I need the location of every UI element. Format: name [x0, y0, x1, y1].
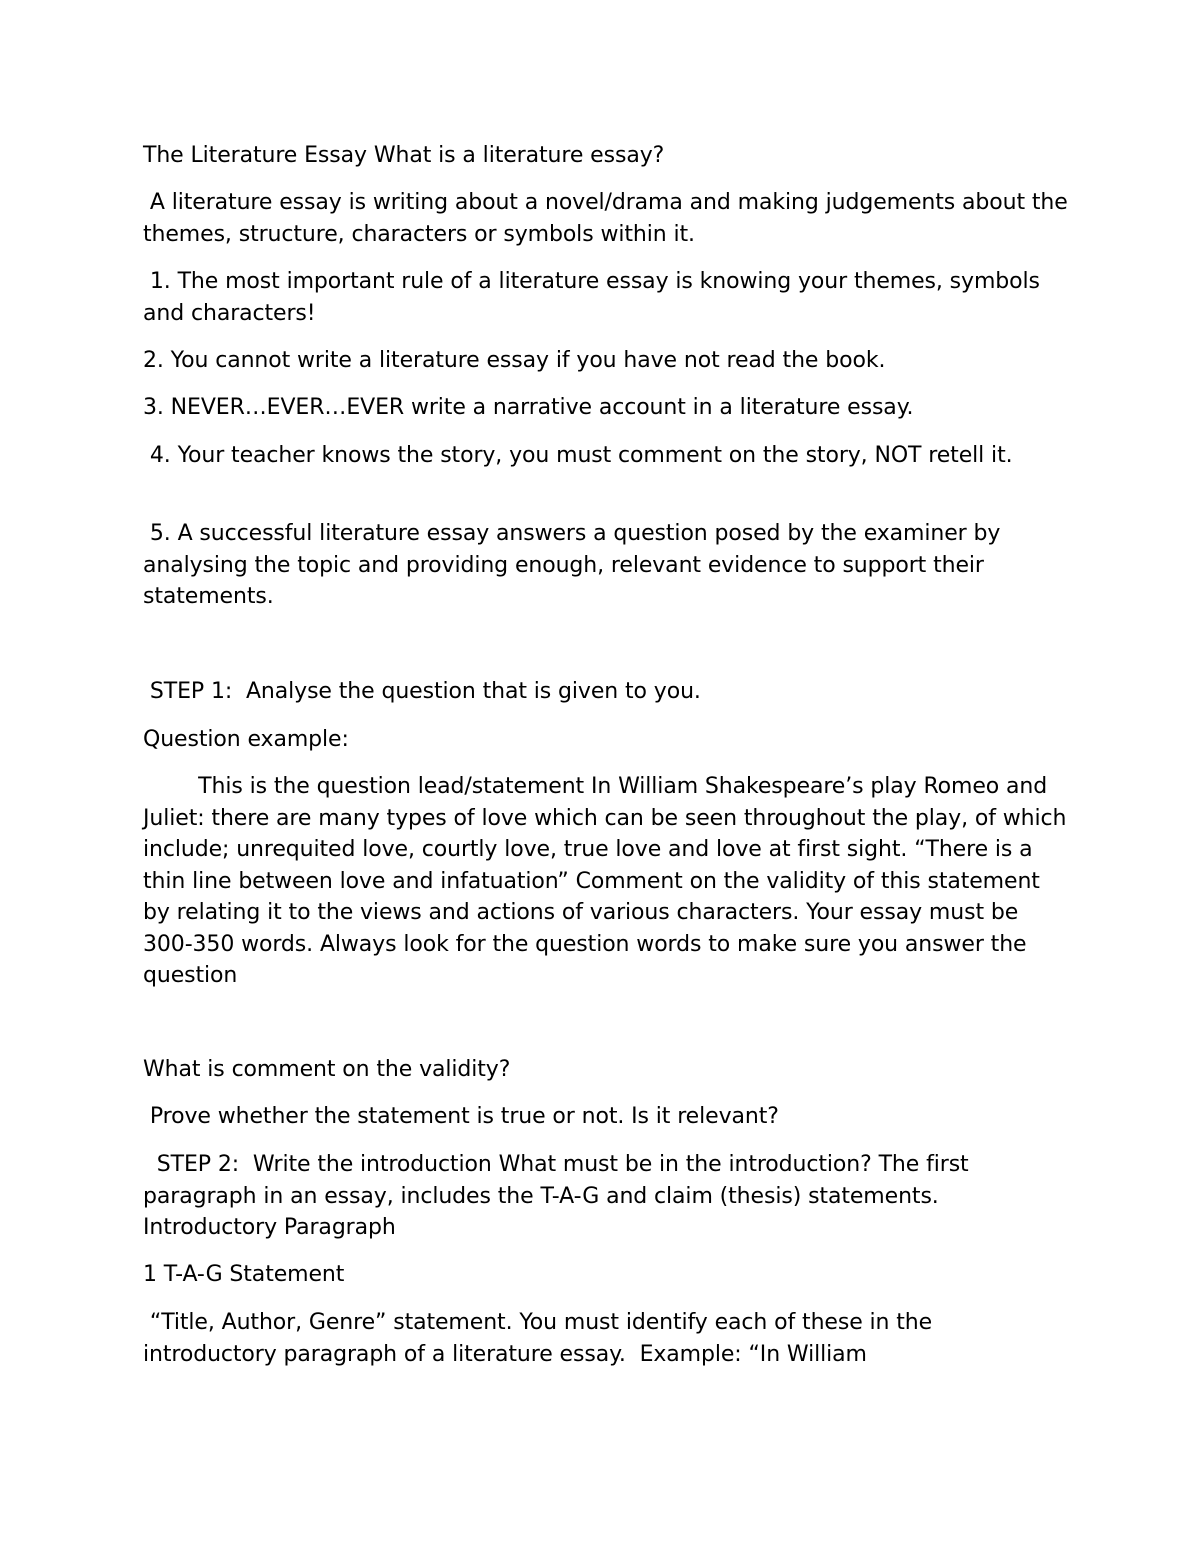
question-example-text: This is the question lead/statement In William Shakespeare’s play Romeo and Juliet: there are many types of love which can be seen throughout the play, of which include; unrequited love, courtly love, true love and love at first sight. “There is a thin line between love and infatuation” Comment on the validity of this statement by relating it to the views and actions of various characters. Your essay must be 300-350 words. Always look for the question words to make sure you answer the question [143, 774, 1074, 988]
tag-statement-text: “Title, Author, Genre” statement. You must identify each of these in the introductory paragraph of a literature essay. Example: “In William [143, 1310, 939, 1367]
rule-2: 2. You cannot write a literature essay if you have not read the book. [143, 348, 886, 373]
rule-3: 3. NEVER…EVER…EVER write a narrative account in a literature essay. [143, 395, 914, 420]
validity-question: What is comment on the validity? [143, 1057, 511, 1082]
validity-answer: Prove whether the statement is true or not. Is it relevant? [143, 1104, 779, 1129]
question-example-label: Question example: [143, 727, 349, 752]
rule-4: 4. Your teacher knows the story, you must comment on the story, NOT retell it. [143, 443, 1013, 468]
document-title: The Literature Essay What is a literature essay? [143, 143, 665, 168]
rule-1: 1. The most important rule of a literature essay is knowing your themes, symbols and characters! [143, 269, 1047, 326]
step-1-heading: STEP 1: Analyse the question that is given to you. [143, 679, 701, 704]
tag-statement-heading: 1 T-A-G Statement [143, 1262, 345, 1287]
paragraph-definition: A literature essay is writing about a novel/drama and making judgements about the themes, structure, characters or symbols within it. [143, 190, 1075, 247]
step-2-heading: STEP 2: Write the introduction What must be in the introduction? The first paragraph in an essay, includes the T-A-G and claim (thesis) statements. Introductory Paragraph [143, 1152, 976, 1240]
rule-5: 5. A successful literature essay answers a question posed by the examiner by analysing the topic and providing enough, relevant evidence to support their statements. [143, 521, 1008, 609]
